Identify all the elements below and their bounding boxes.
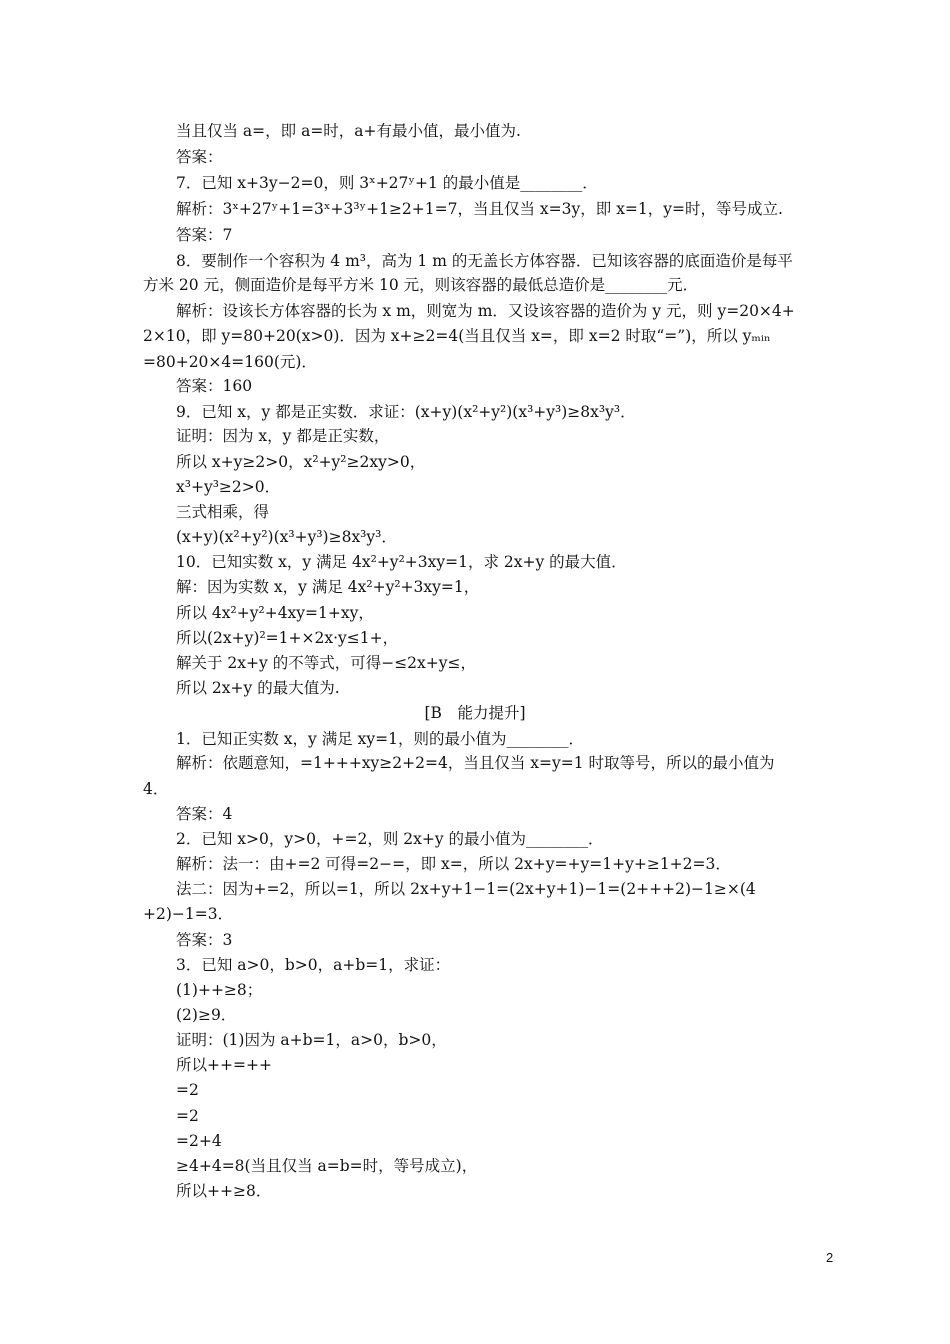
text-line: 所以 2x+y 的最大值为. (176, 679, 340, 697)
text-line: 答案：3 (176, 931, 233, 949)
text-line: 3．已知 a>0，b>0，a+b=1，求证： (176, 956, 451, 974)
text-line: 答案：7 (176, 226, 233, 244)
text-line: x³+y³≥2>0． (176, 478, 281, 496)
text-line: 证明：(1)因为 a+b=1，a>0，b>0， (176, 1031, 447, 1049)
text-line: 解析：依题意知，=1+++xy≥2+2=4，当且仅当 x=y=1 时取等号，所以的最小值为 (176, 754, 775, 772)
text-line: 所以(2x+y)²=1+×2x·y≤1+， (176, 629, 399, 647)
text-line: 解析：设该长方体容器的长为 x m，则宽为 m．又设该容器的造价为 y 元，则 y=20×4+ (176, 302, 795, 320)
text-line: 4． (143, 780, 169, 798)
text-line: ≥4+4=8(当且仅当 a=b=时，等号成立)， (176, 1157, 478, 1175)
section-heading: [B 能力提升] (424, 704, 526, 722)
text-line: 8．要制作一个容积为 4 m³，高为 1 m 的无盖长方体容器．已知该容器的底面造价是每平 (176, 252, 793, 270)
text-line: 9．已知 x，y 都是正实数．求证：(x+y)(x²+y²)(x³+y³)≥8x³y³． (176, 403, 636, 421)
text-line: 答案：160 (176, 377, 253, 395)
text-line: 所以 4x²+y²+4xy=1+xy， (176, 604, 374, 622)
text-line: =80+20×4=160(元)． (143, 353, 317, 371)
text-line: 1．已知正实数 x，y 满足 xy=1，则的最小值为________． (176, 730, 584, 748)
text-line: =2+4 (176, 1132, 222, 1150)
text-line: =2 (176, 1107, 199, 1125)
text-line: +2)−1=3． (143, 905, 234, 923)
text-line: 解析：3ˣ+27ʸ+1=3ˣ+3³ʸ+1≥2+1=7，当且仅当 x=3y，即 x=1，y=时，等号成立. (176, 200, 783, 218)
text-line: 当且仅当 a=，即 a=时，a+有最小值，最小值为. (176, 122, 521, 140)
text-line: 所以++=++ (176, 1056, 272, 1074)
text-line: 解：因为实数 x，y 满足 4x²+y²+3xy=1， (176, 578, 480, 596)
text-line: 所以++≥8． (176, 1182, 272, 1200)
text-line: 证明：因为 x，y 都是正实数， (176, 427, 390, 445)
text-line: 解关于 2x+y 的不等式，可得−≤2x+y≤， (176, 654, 477, 672)
text-line: 所以 x+y≥2>0，x²+y²≥2xy>0， (176, 453, 426, 471)
text-line: (1)++≥8； (176, 981, 263, 999)
text-line: 方米 20 元，侧面造价是每平方米 10 元，则该容器的最低总造价是________元． (143, 276, 699, 294)
text-line: 答案：4 (176, 805, 233, 823)
text-line: 2．已知 x>0，y>0，+=2，则 2x+y 的最小值为________． (176, 830, 604, 848)
text-line: 解析：法一：由+=2 可得=2−=，即 x=，所以 2x+y=+y=1+y+≥1+2=3． (176, 855, 731, 873)
text-line: =2 (176, 1081, 199, 1099)
text-line: 三式相乘，得 (176, 503, 270, 521)
text-line: 7．已知 x+3y−2=0，则 3ˣ+27ʸ+1 的最小值是________． (176, 174, 598, 192)
text-line: 法二：因为+=2，所以=1，所以 2x+y+1−1=(2x+y+1)−1=(2+++2)−1≥×(4 (176, 880, 756, 898)
text-line: (2)≥9． (176, 1006, 237, 1024)
text-line: (x+y)(x²+y²)(x³+y³)≥8x³y³． (176, 528, 397, 546)
text-line: 2×10，即 y=80+20(x>0)．因为 x+≥2=4(当且仅当 x=，即 x=2 时取“=”)，所以 yₘᵢₙ (143, 327, 771, 345)
page-number: 2 (826, 1250, 834, 1265)
text-line: 答案： (176, 148, 223, 166)
text-line: 10．已知实数 x，y 满足 4x²+y²+3xy=1，求 2x+y 的最大值． (176, 553, 627, 571)
